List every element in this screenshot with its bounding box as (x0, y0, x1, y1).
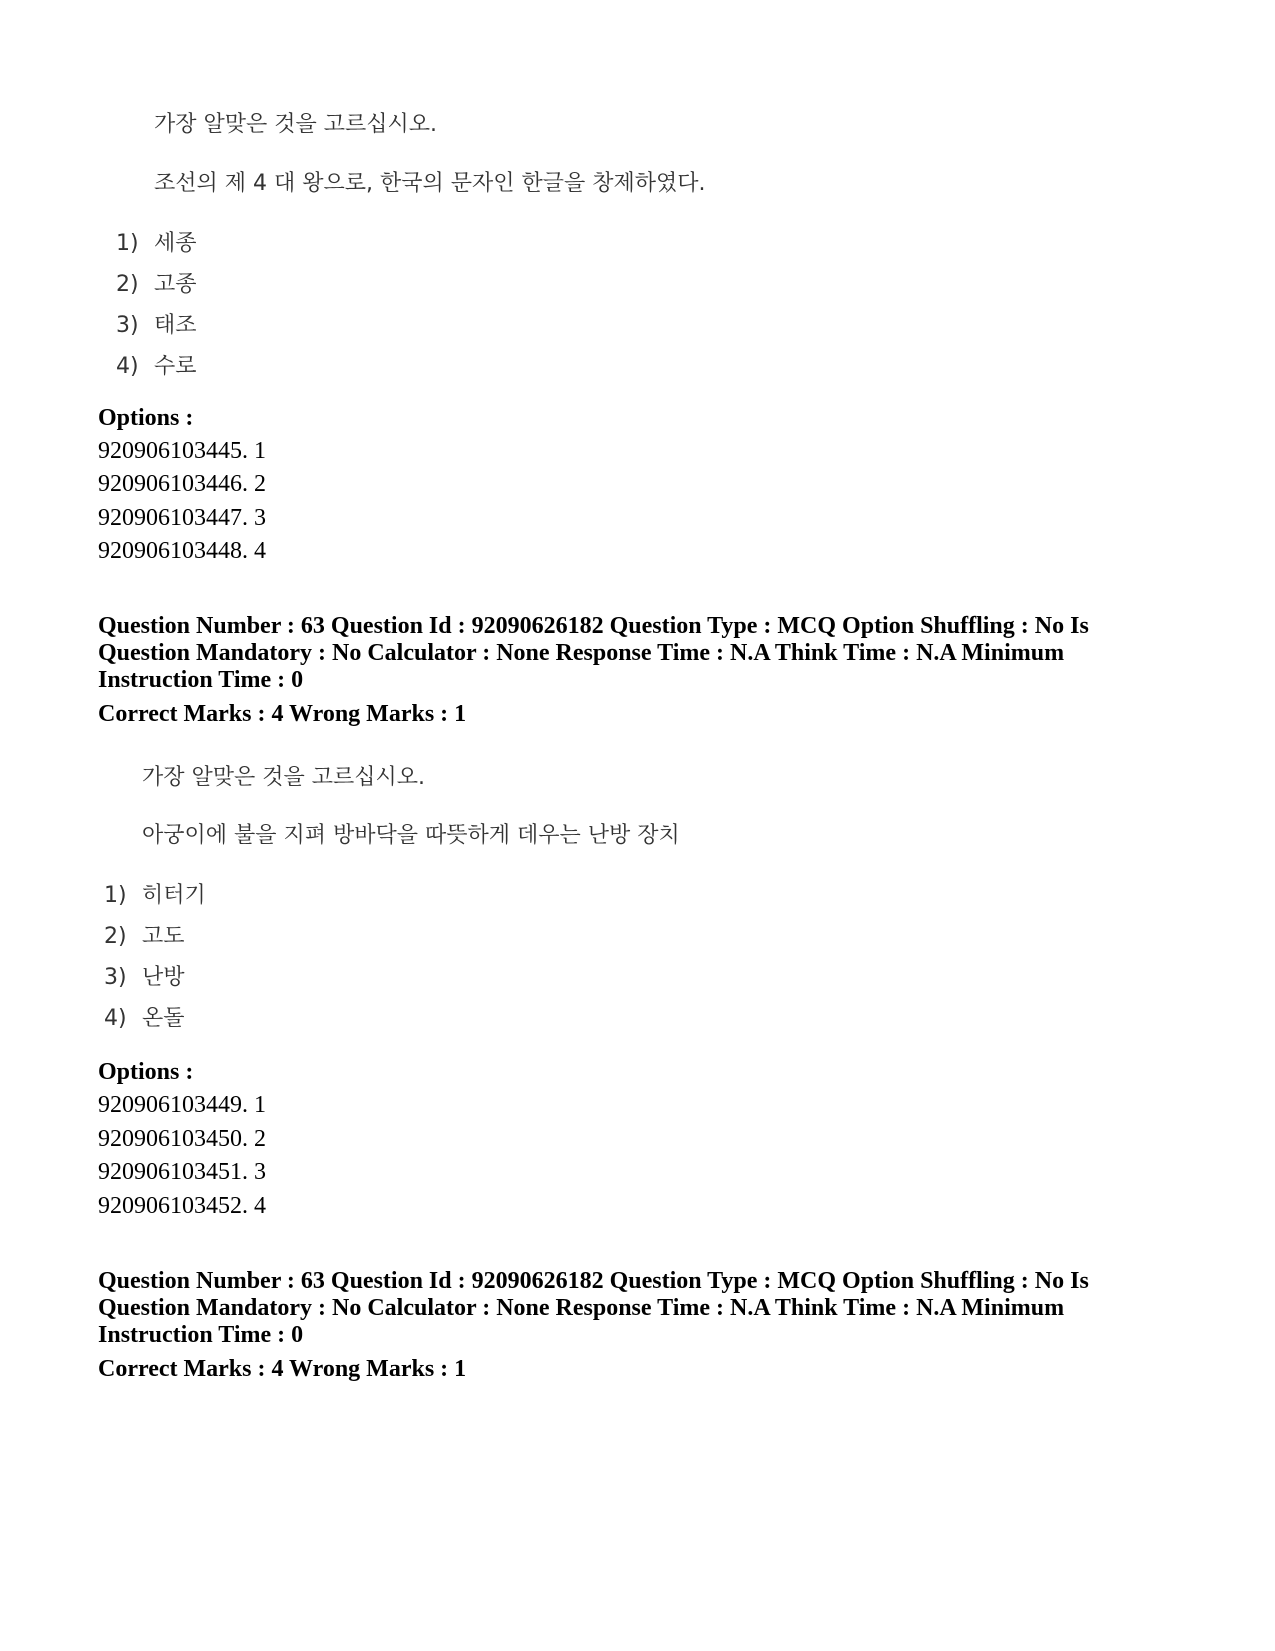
choice-number: 4) (116, 354, 139, 379)
question-2-prompt: 아궁이에 불을 지펴 방바닥을 따뜻하게 데우는 난방 장치 (142, 823, 680, 848)
question-1-instruction: 가장 알맞은 것을 고르십시오. (154, 112, 437, 137)
question-1-choice-3 (116, 308, 197, 339)
choice-text: 고종 (154, 272, 197, 297)
choice-number: 1) (104, 883, 127, 908)
question-marks: Correct Marks : 4 Wrong Marks : 1 (98, 1356, 467, 1382)
choice-text: 히터기 (142, 883, 206, 908)
choice-number: 1) (116, 231, 139, 256)
options-title: Options : (98, 405, 194, 431)
question-meta-line-1: Question Number : 63 Question Id : 92090626182 Question Type : MCQ Option Shuffling : No Is (98, 1268, 1089, 1294)
option-line: 920906103447. 3 (98, 505, 266, 531)
option-line: 920906103446. 2 (98, 471, 266, 497)
choice-text: 태조 (154, 313, 197, 338)
choice-text: 고도 (142, 924, 185, 949)
question-2-choice-1 (104, 878, 206, 909)
option-line: 920906103449. 1 (98, 1092, 266, 1118)
question-meta-line-2: Question Mandatory : No Calculator : None Response Time : N.A Think Time : N.A Minimum (98, 1295, 1065, 1321)
question-meta-line-3: Instruction Time : 0 (98, 1322, 304, 1348)
question-2-choice-2 (104, 919, 185, 950)
question-1-choice-2 (116, 267, 197, 298)
question-1-choice-1 (116, 226, 197, 257)
choice-number: 4) (104, 1006, 127, 1031)
choice-number: 2) (104, 924, 127, 949)
question-2-instruction: 가장 알맞은 것을 고르십시오. (142, 765, 425, 790)
choice-number: 2) (116, 272, 139, 297)
option-line: 920906103452. 4 (98, 1193, 266, 1219)
question-marks: Correct Marks : 4 Wrong Marks : 1 (98, 701, 467, 727)
options-title: Options : (98, 1059, 194, 1085)
question-2-choice-4 (104, 1001, 185, 1032)
choice-text: 온돌 (142, 1006, 185, 1031)
choice-number: 3) (104, 965, 127, 990)
question-meta-line-1: Question Number : 63 Question Id : 92090626182 Question Type : MCQ Option Shuffling : No Is (98, 613, 1089, 639)
question-meta-line-2: Question Mandatory : No Calculator : None Response Time : N.A Think Time : N.A Minimum (98, 640, 1065, 666)
option-line: 920906103445. 1 (98, 438, 266, 464)
option-line: 920906103451. 3 (98, 1159, 266, 1185)
choice-text: 세종 (154, 231, 197, 256)
option-line: 920906103450. 2 (98, 1126, 266, 1152)
choice-text: 수로 (154, 354, 197, 379)
question-meta-line-3: Instruction Time : 0 (98, 667, 304, 693)
question-2-choice-3 (104, 960, 185, 991)
question-1-prompt: 조선의 제 4 대 왕으로, 한국의 문자인 한글을 창제하였다. (154, 171, 706, 196)
question-1-choice-4 (116, 349, 197, 380)
option-line: 920906103448. 4 (98, 538, 266, 564)
choice-text: 난방 (142, 965, 185, 990)
choice-number: 3) (116, 313, 139, 338)
